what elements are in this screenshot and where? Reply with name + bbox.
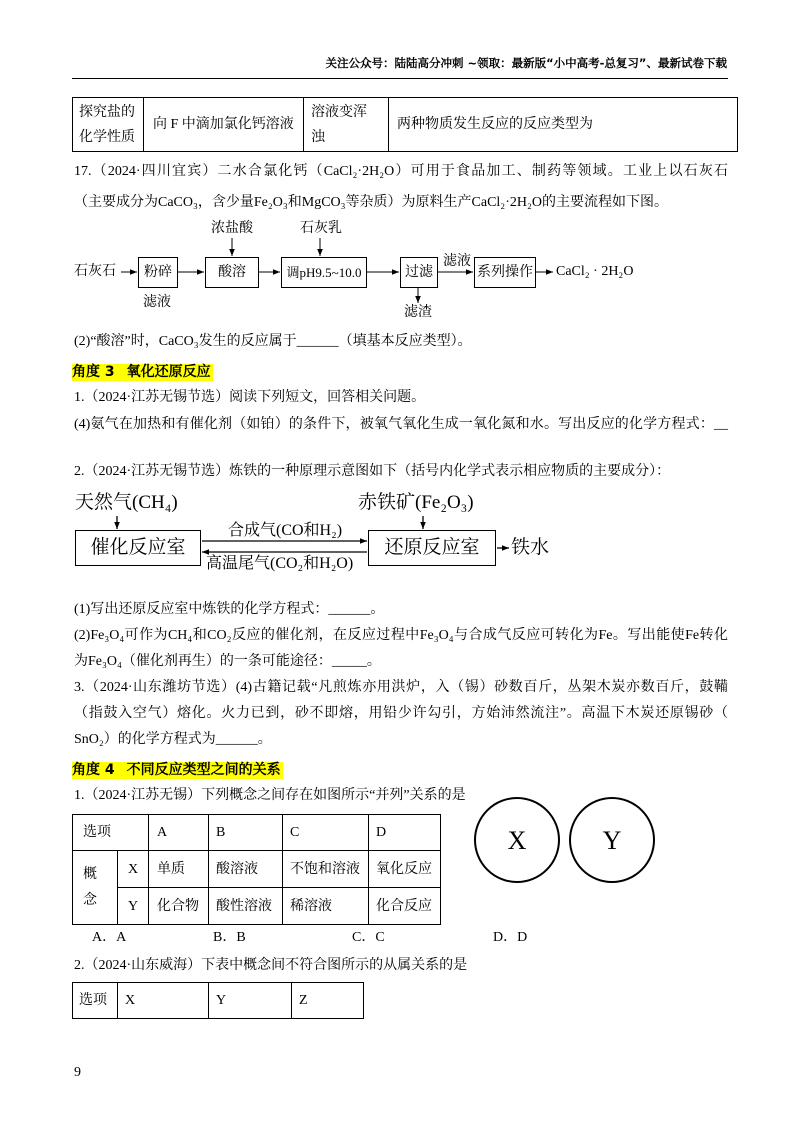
circle-x (475, 798, 559, 882)
step-ph-box: 调pH9.5~10.0 (281, 257, 367, 288)
table-row (73, 851, 441, 888)
table-header-cell: 选项 (73, 983, 118, 1019)
column-header-c: C (283, 815, 369, 851)
option-a: A．A (92, 930, 127, 945)
s3q2-part2-line2: 为Fe₃O₄（催化剂再生）的一条可能途径：_____。 (74, 654, 381, 669)
s3q2-part2-line1: (2)Fe₃O₄可作为CH₄和CO₂反应的催化剂，在反应过程中Fe₃O₄与合成气反应可转化为Fe。写出能使Fe转化 (74, 628, 728, 643)
table-header-cell: Z (292, 983, 364, 1019)
q17-part2: (2)“酸溶”时，CaCO₃发生的反应属于______（填基本反应类型）。 (74, 334, 472, 349)
operation-cell: 向 F 中滴加氯化钙溶液 (144, 98, 304, 152)
option-header-cell: 选项 (73, 815, 149, 851)
q17-stem-line2: （主要成分为CaCO₃，含少量Fe₂O₃和MgCO₃等杂质）为原料生产CaCl₂·2H₂O的主要流程如下图。 (74, 195, 668, 210)
product-label: CaCl₂ · 2H₂O (556, 264, 634, 279)
reduction-chamber-box: 还原反应室 (368, 530, 496, 566)
below-crush-label: 滤液 (143, 295, 171, 310)
step-dissolve-box: 酸溶 (205, 257, 259, 288)
salt-property-table (72, 97, 738, 152)
promo-header: 关注公众号：陆陆高分冲刺 ~领取：最新版“小中高考-总复习”、最新试卷下载 (325, 56, 727, 70)
conclusion-cell: 两种物质发生反应的反应类型为 (389, 98, 738, 152)
s3q1-stem: 1.（2024·江苏无锡节选）阅读下列短文，回答相关问题。 (74, 390, 426, 405)
table-row (73, 983, 364, 1019)
s3q3-line1: 3.（2024·山东潍坊节选）(4)古籍记载“凡煎炼亦用洪炉，入（锡）砂数百斤，丛架木炭亦数百斤，鼓鞴 (74, 680, 728, 695)
table-cell: 稀溶液 (283, 888, 369, 925)
table-row (73, 98, 738, 152)
table-cell: 酸性溶液 (209, 888, 283, 925)
natural-gas-label: 天然气(CH₄) (75, 492, 178, 513)
row-key-y: Y (118, 888, 149, 925)
raw-material-label: 石灰石 (74, 264, 116, 279)
hematite-label: 赤铁矿(Fe₂O₃) (358, 492, 474, 513)
section4-label: 角度 4 (72, 762, 115, 778)
molten-iron-label: 铁水 (511, 537, 550, 558)
table-row (73, 888, 441, 925)
column-header-b: B (209, 815, 283, 851)
step-crush-box: 粉碎 (138, 257, 178, 288)
step-series-box: 系列操作 (474, 257, 536, 288)
section3-heading (72, 364, 213, 381)
s4q1-stem: 1.（2024·江苏无锡）下列概念之间存在如图所示“并列”关系的是 (74, 788, 466, 803)
section3-label: 角度 3 (72, 364, 115, 380)
section3-title: 氧化还原反应 (126, 364, 211, 380)
section4-title: 不同反应类型之间的关系 (126, 762, 281, 778)
step-filter-box: 过滤 (400, 257, 438, 288)
concept-label-cell: 概念 (73, 851, 118, 925)
option-d: D．D (493, 930, 528, 945)
table-cell: 单质 (149, 851, 209, 888)
table-row (73, 815, 441, 851)
table-cell: 化合物 (149, 888, 209, 925)
s3q1-part4: (4)氨气在加热和有催化剂（如铂）的条件下，被氧气氧化生成一氧化氮和水。写出反应的化学方程式：__ (74, 417, 728, 432)
s3q3-line3: SnO₂）的化学方程式为______。 (74, 732, 272, 747)
s3q3-line2: （指鼓入空气）熔化。火力已到，砂不即熔，用铅少许勾引，方始沛然流注”。高温下木炭还原锡砂（ (74, 706, 728, 721)
section4-heading (72, 762, 283, 779)
table-cell: 氧化反应 (369, 851, 441, 888)
reagent-acid-label: 浓盐酸 (211, 221, 253, 236)
circle-y-label: Y (602, 826, 622, 855)
column-header-a: A (149, 815, 209, 851)
catalytic-chamber-box: 催化反应室 (75, 530, 201, 566)
s3q2-part1: (1)写出还原反应室中炼铁的化学方程式：______。 (74, 602, 385, 617)
s4q2-stem: 2.（2024·山东威海）下表中概念间不符合图所示的从属关系的是 (74, 958, 468, 973)
table-cell: 化合反应 (369, 888, 441, 925)
q17-stem-line1: 17.（2024·四川宜宾）二水合氯化钙（CaCl₂·2H₂O）可用于食品加工、制药等领域。工业上以石灰石 (74, 164, 728, 179)
topic-cell: 探究盐的化学性质 (73, 98, 144, 152)
page-number: 9 (74, 1065, 81, 1080)
concept-table (72, 814, 441, 925)
tail-gas-label: 高温尾气(CO₂和H₂O) (206, 555, 354, 572)
header-divider (72, 78, 728, 79)
hierarchy-table (72, 982, 364, 1019)
row-key-x: X (118, 851, 149, 888)
option-c: C．C (352, 930, 385, 945)
syngas-label: 合成气(CO和H₂) (228, 522, 343, 539)
table-header-cell: X (118, 983, 209, 1019)
table-cell: 不饱和溶液 (283, 851, 369, 888)
phenomenon-cell: 溶液变浑浊 (304, 98, 389, 152)
column-header-d: D (369, 815, 441, 851)
circle-x-label: X (507, 826, 527, 855)
filtrate-label: 滤液 (443, 254, 471, 269)
table-header-cell: Y (209, 983, 292, 1019)
table-cell: 酸溶液 (209, 851, 283, 888)
s3q2-stem: 2.（2024·江苏无锡节选）炼铁的一种原理示意图如下（括号内化学式表示相应物质的主要成分）： (74, 464, 671, 479)
circle-y (570, 798, 654, 882)
residue-label: 滤渣 (404, 305, 432, 320)
option-b: B．B (213, 930, 246, 945)
reagent-lime-label: 石灰乳 (300, 221, 342, 236)
